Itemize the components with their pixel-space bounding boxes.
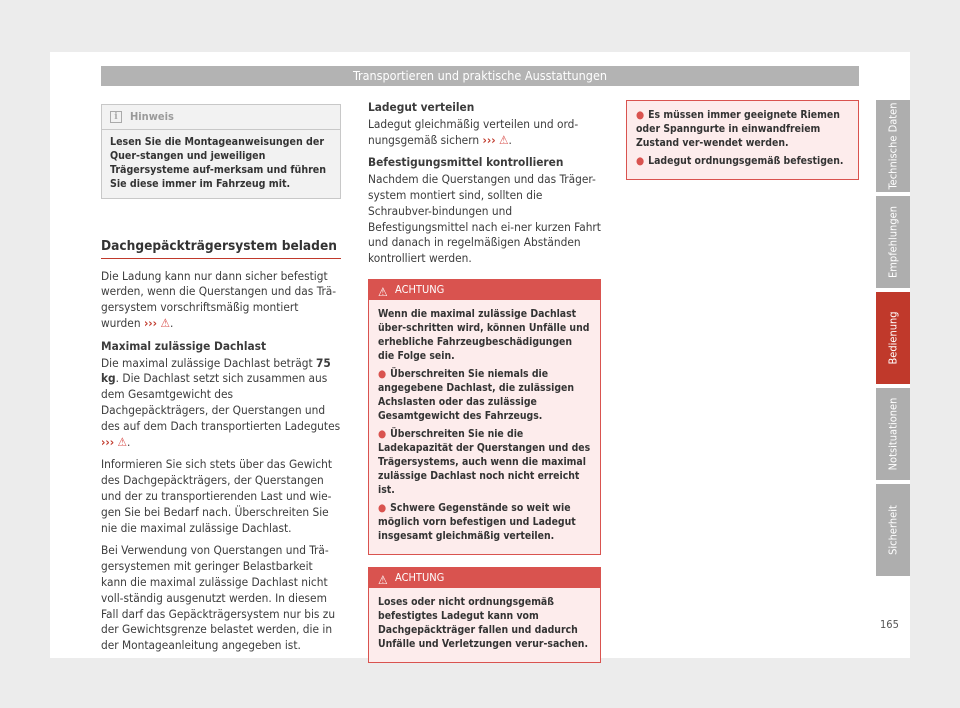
column-left — [101, 100, 341, 661]
info-icon: i — [110, 111, 122, 123]
page-number: 165 — [880, 618, 899, 631]
section-title: Dachgepäckträgersystem beladen — [101, 239, 341, 259]
warning-triangle-icon: ⚠ — [160, 315, 170, 330]
bullet-icon: ● — [636, 155, 645, 167]
warning-box-2-continued — [626, 100, 859, 180]
reference-marker[interactable]: ››› — [101, 434, 115, 449]
tab-notsituationen[interactable]: Notsituationen — [876, 388, 910, 480]
section-intro: Die Ladung kann nur dann sicher befestigt werden, wenn die Querstangen und das Trä-gersystem vorschriftsmäßig montiert wurden ››› ⚠. — [101, 268, 337, 330]
reference-marker[interactable]: ››› — [482, 132, 496, 147]
hint-box — [101, 104, 341, 199]
bullet-icon: ● — [378, 427, 387, 440]
hint-text: Lesen Sie die Montageanweisungen der Quer-stangen und jeweiligen Trägersysteme auf-merksam und führen Sie diese immer im Fahrzeug mit. — [110, 135, 327, 190]
warning-box-2 — [368, 567, 601, 663]
tab-bedienung[interactable]: Bedienung — [876, 292, 910, 384]
page-header: Transportieren und praktische Ausstattungen — [101, 66, 859, 86]
hint-header — [102, 105, 340, 130]
warning-triangle-icon: ⚠ — [117, 434, 128, 449]
warning-body — [369, 588, 600, 662]
warning-item: ● Es müssen immer geeignete Riemen oder Spanngurte in einwandfreiem Zustand ver-wendet werden. — [636, 109, 840, 149]
max-load-text: Die maximal zulässige Dachlast beträgt 75 kg. Die Dachlast setzt sich zusammen aus dem Gesamtgewicht des Dachgepäckträgers, der Querstangen und des auf dem Dach transportierten Ladegutes ››› ⚠. — [101, 355, 341, 449]
bullet-icon: ● — [378, 501, 387, 514]
warning-intro: Wenn die maximal zulässige Dachlast über-schritten wird, können Unfälle und erhebliche Fahrzeugbeschädigungen die Folge sein. — [378, 307, 590, 362]
max-load-title: Maximal zulässige Dachlast — [101, 338, 267, 353]
warning-body — [369, 300, 600, 554]
tab-technische-daten[interactable]: Technische Daten — [876, 100, 910, 192]
warning-header — [369, 280, 600, 300]
column-middle — [368, 100, 601, 663]
distribute-text: Ladegut gleichmäßig verteilen und ord-nungsgemäß sichern ››› ⚠. — [368, 116, 579, 147]
warning-body — [627, 101, 858, 179]
warning-label: ACHTUNG — [395, 570, 445, 584]
tab-sicherheit[interactable]: Sicherheit — [876, 484, 910, 576]
bullet-icon: ● — [636, 109, 645, 121]
distribute-title: Ladegut verteilen — [368, 100, 475, 114]
warning-intro: Loses oder nicht ordnungsgemäß befestigtes Ladegut kann vom Dachgepäckträger fallen und dadurch Unfälle und Verletzungen verur-sachen. — [378, 595, 589, 650]
fastening-title: Befestigungsmittel kontrollieren — [368, 155, 564, 170]
warning-item: ● Überschreiten Sie nie die Ladekapazität der Querstangen und des Trägersystems, auch wenn die maximal zulässige Dachlast noch nicht erreicht ist. — [378, 427, 591, 496]
warning-label: ACHTUNG — [395, 282, 445, 296]
para-info: Informieren Sie sich stets über das Gewicht des Dachgepäckträgers, der Querstangen und der zu transportierenden Last und wie-gen Sie bei Bedarf nach. Überschreiten Sie nie die maximal zulässige Dachlast. — [101, 457, 333, 535]
warning-triangle-icon: ⚠ — [378, 572, 388, 587]
max-load-value: 75 kg — [101, 355, 331, 386]
warning-triangle-icon: ⚠ — [378, 284, 388, 299]
hint-label: Hinweis — [130, 110, 174, 123]
warning-triangle-icon: ⚠ — [498, 132, 509, 147]
bullet-icon: ● — [378, 367, 387, 380]
fastening-text: Nachdem die Querstangen und das Träger-system montiert sind, sollten die Schraubver-bindungen und Befestigungsmittel nach ei-ner kurzen Fahrt und danach in regelmäßigen Abständen kontrolliert werden. — [368, 172, 601, 266]
tab-empfehlungen[interactable]: Empfehlungen — [876, 196, 910, 288]
warning-box-1 — [368, 279, 601, 555]
warning-item: ● Überschreiten Sie niemals die angegebene Dachlast, die zulässigen Achslasten oder das zulässige Gesamtgewicht des Fahrzeugs. — [378, 367, 575, 422]
para-low-capacity: Bei Verwendung von Querstangen und Trä-gersystemen mit geringer Belastbarkeit kann die maximal zulässige Dachlast nicht voll-ständig ausgenutzt werden. In diesem Fall darf das Gepäckträgersystem nur bis zu der Gewichtsgrenze belastet werden, die in der Montageanleitung angegeben ist. — [101, 543, 336, 653]
warning-item: ● Ladegut ordnungsgemäß befestigen. — [636, 155, 844, 167]
page — [50, 52, 910, 658]
warning-header — [369, 568, 600, 588]
warning-item: ● Schwere Gegenstände so weit wie möglich vorn befestigen und Ladegut insgesamt gleichmäßig verteilen. — [378, 501, 576, 542]
column-right — [626, 100, 859, 180]
side-tabs — [876, 100, 910, 580]
reference-marker[interactable]: ››› — [143, 315, 158, 330]
